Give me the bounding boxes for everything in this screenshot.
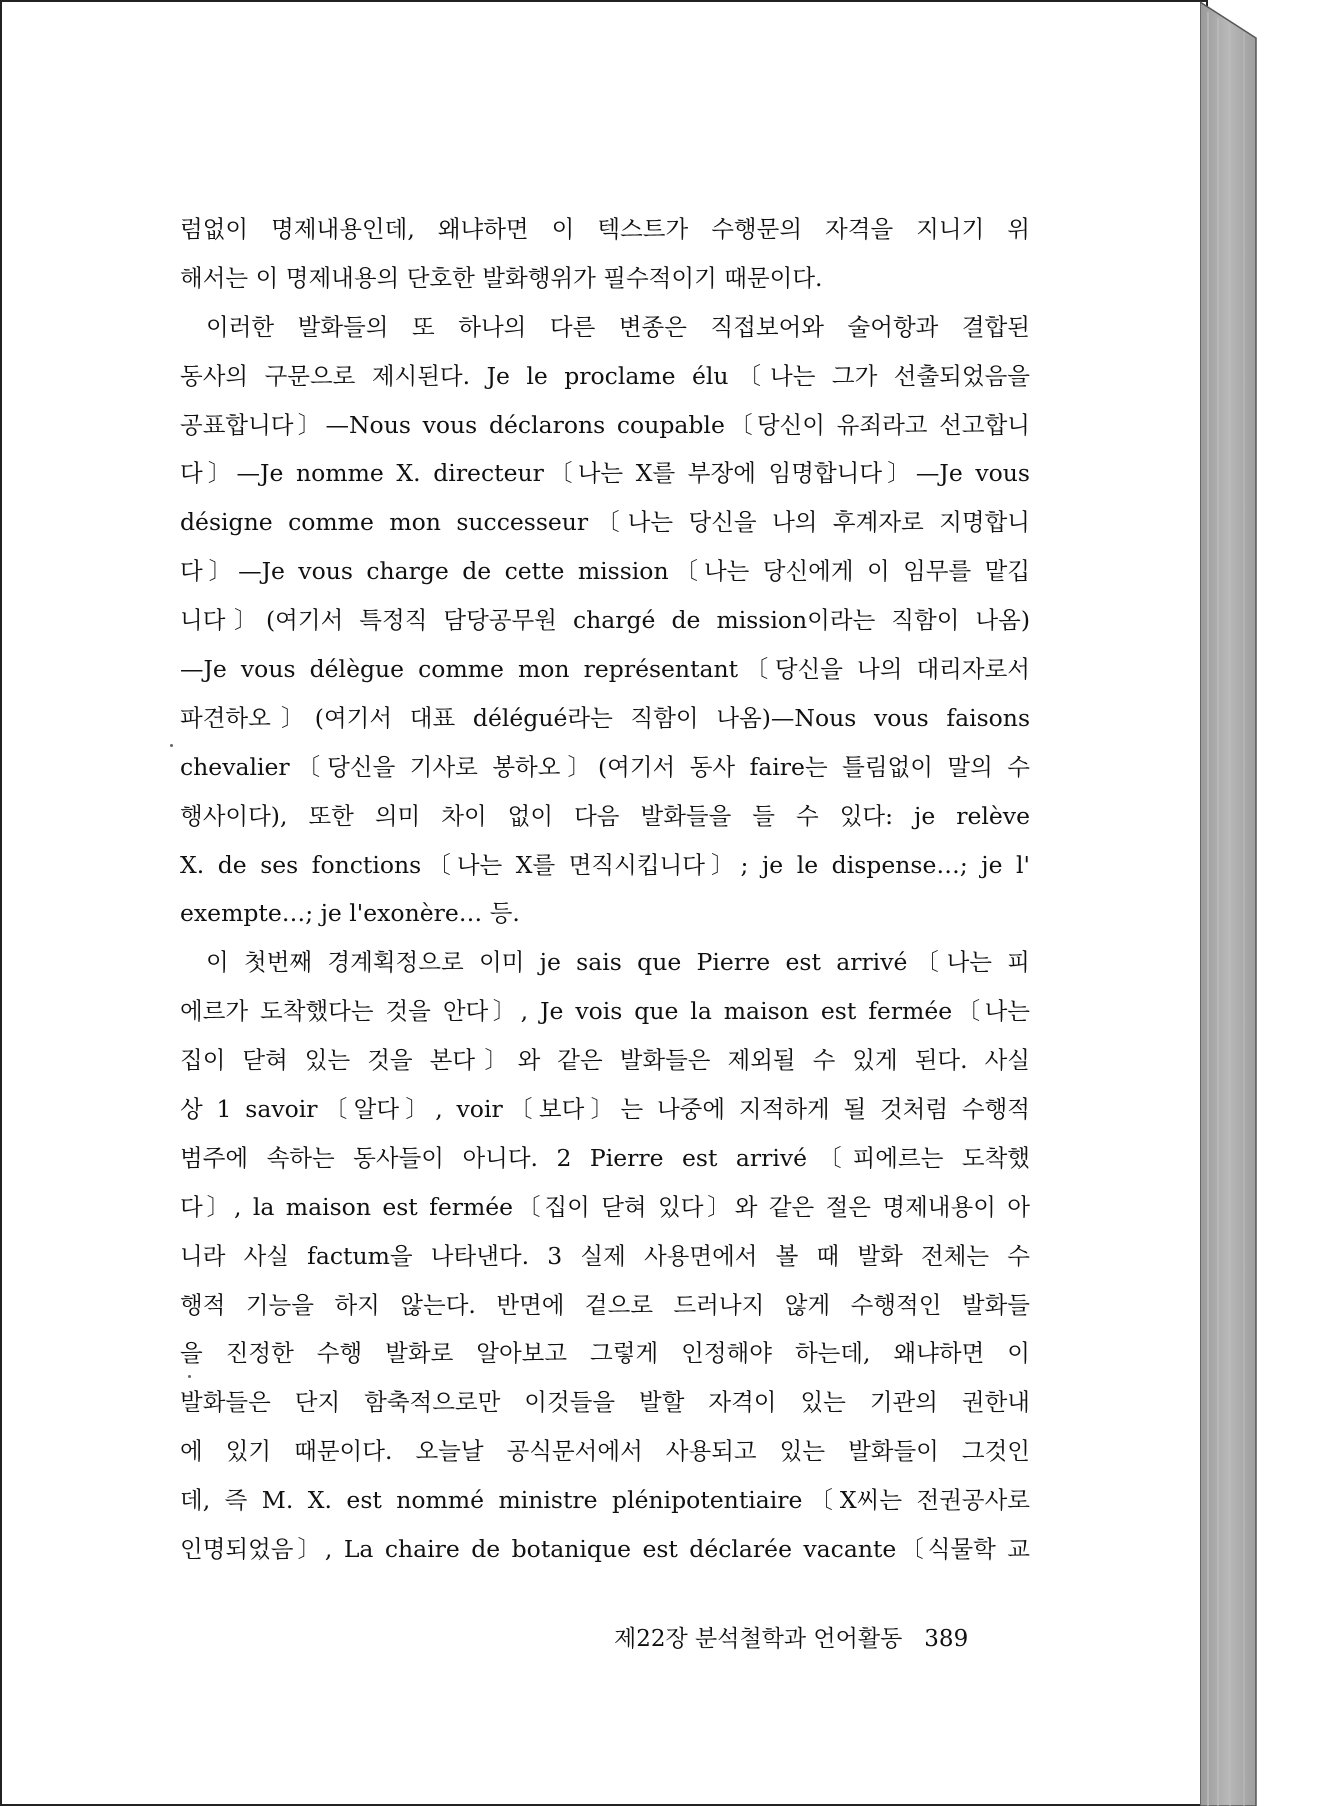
text-line: 파견하오〕(여기서 대표 délégué라는 직함이 나옴)—Nous vous faisons: [180, 703, 1030, 732]
page-edge-shading: [1200, 0, 1270, 1806]
text-line: 럼없이 명제내용인데, 왜냐하면 이 텍스트가 수행문의 자격을 지니기 위: [180, 215, 1030, 243]
text-line: 공표합니다〕—Nous vous déclarons coupable〔당신이 유죄라고 선고합니: [180, 410, 1030, 439]
text-line: 상 1 savoir〔알다〕, voir〔보다〕는 나중에 지적하게 될 것처럼 수행적: [180, 1095, 1030, 1124]
text-line: 을 진정한 수행 발화로 알아보고 그렇게 인정해야 하는데, 왜냐하면 이: [180, 1339, 1030, 1368]
text-line: 데, 즉 M. X. est nommé ministre plénipotentiaire〔X씨는 전권공사로: [180, 1486, 1030, 1515]
text-line: 다〕—Je vous charge de cette mission〔나는 당신에게 이 임무를 맡깁: [180, 557, 1030, 586]
text-line: 다〕, la maison est fermée〔집이 닫혀 있다〕와 같은 절은 명제내용이 아: [180, 1192, 1030, 1221]
text-line: 니라 사실 factum을 나타낸다. 3 실제 사용면에서 볼 때 발화 전체는 수: [180, 1241, 1030, 1270]
text-line: exempte…; je l'exonère… 등.: [180, 899, 520, 928]
text-line: 행사이다), 또한 의미 차이 없이 다음 발화들을 들 수 있다: je relève: [180, 801, 1030, 830]
body-text: [180, 205, 1030, 1574]
text-line: 이 첫번째 경계획정으로 이미 je sais que Pierre est arrivé〔나는 피: [206, 948, 1030, 977]
scan-speck: [188, 1375, 191, 1378]
text-line: 에 있기 때문이다. 오늘날 공식문서에서 사용되고 있는 발화들이 그것인: [180, 1437, 1030, 1466]
text-line: 이러한 발화들의 또 하나의 다른 변종은 직접보어와 술어항과 결합된: [206, 312, 1030, 341]
running-footer-chapter: 제22장 분석철학과 언어활동: [614, 1626, 903, 1652]
text-line: 동사의 구문으로 제시된다. Je le proclame élu〔나는 그가 선출되었음을: [180, 361, 1030, 390]
text-line: —Je vous délègue comme mon représentant〔당신을 나의 대리자로서: [180, 655, 1030, 684]
text-line: 발화들은 단지 함축적으로만 이것들을 발할 자격이 있는 기관의 권한내: [180, 1388, 1030, 1417]
text-line: 인명되었음〕, La chaire de botanique est déclarée vacante〔식물학 교: [180, 1535, 1030, 1564]
text-line: 다〕—Je nomme X. directeur〔나는 X를 부장에 임명합니다〕—Je vous: [180, 459, 1030, 488]
text-line: 에르가 도착했다는 것을 안다〕, Je vois que la maison est fermée〔나는: [180, 997, 1030, 1026]
text-line: 행적 기능을 하지 않는다. 반면에 겉으로 드러나지 않게 수행적인 발화들: [180, 1290, 1030, 1319]
page-footer: [614, 1620, 968, 1653]
text-line: désigne comme mon successeur〔나는 당신을 나의 후계자로 지명합니: [180, 508, 1030, 537]
text-line: 니다〕(여기서 특정직 담당공무원 chargé de mission이라는 직함이 나옴): [180, 606, 1030, 635]
book-page-edge: [1200, 0, 1270, 1806]
text-line: 집이 닫혀 있는 것을 본다〕와 같은 발화들은 제외될 수 있게 된다. 사실: [180, 1046, 1030, 1075]
text-line: 범주에 속하는 동사들이 아니다. 2 Pierre est arrivé〔피에르는 도착했: [180, 1143, 1030, 1172]
text-line: chevalier〔당신을 기사로 봉하오〕(여기서 동사 faire는 틀림없이 말의 수: [180, 752, 1030, 781]
text-line: 해서는 이 명제내용의 단호한 발화행위가 필수적이기 때문이다.: [180, 263, 823, 292]
page-number: 389: [924, 1626, 969, 1652]
scan-speck: [170, 744, 173, 747]
text-line: X. de ses fonctions〔나는 X를 면직시킵니다〕; je le dispense…; je l': [180, 850, 1030, 879]
